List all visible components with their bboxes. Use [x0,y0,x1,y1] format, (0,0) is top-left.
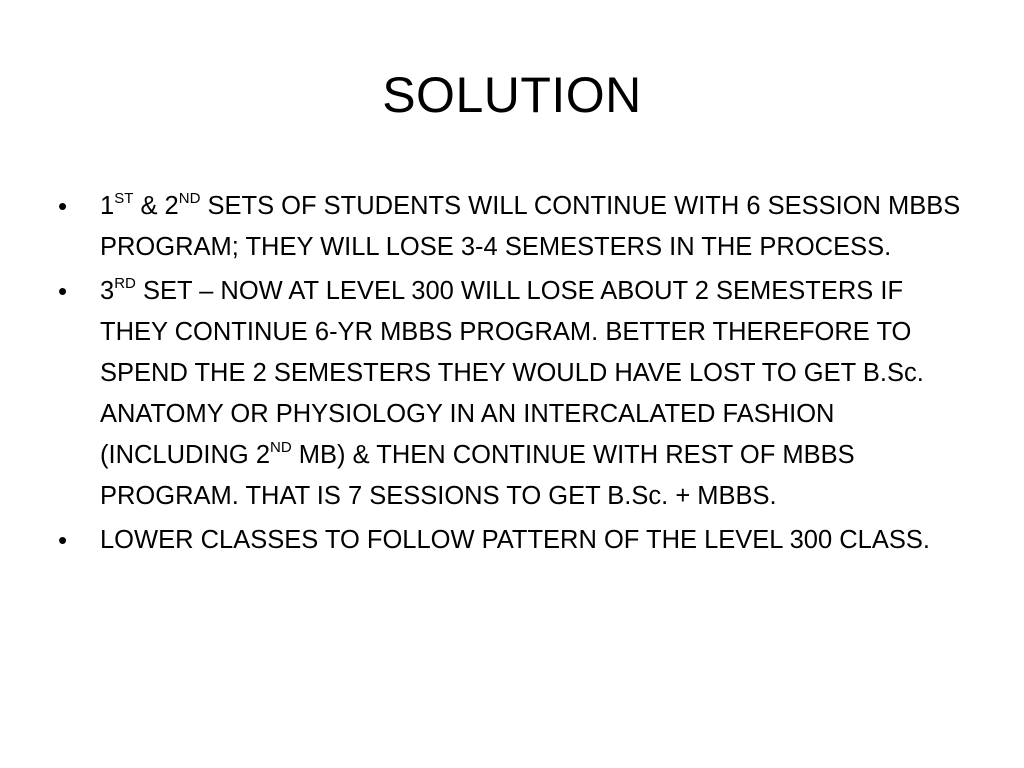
text-segment: LOWER CLASSES TO FOLLOW PATTERN OF THE LEVEL 300 CLASS. [100,526,930,554]
text-segment: 3 [100,277,115,305]
text-segment: MB) & THEN CONTINUE WITH REST OF MBBS PROGRAM. THAT IS 7 SESSIONS TO GET B.Sc. + MBBS. [100,441,855,510]
bullet-text [100,189,961,261]
superscript-text: ND [270,438,292,456]
bullet-text [100,274,924,510]
superscript-text: ST [114,189,134,207]
bullet-item [58,186,968,268]
bullet-dot-icon: • [58,525,68,555]
superscript-text: RD [114,274,136,292]
bullet-dot-icon: • [58,191,68,221]
bullet-item [58,271,968,517]
superscript-text: ND [178,189,201,207]
text-segment: 1 [100,192,115,220]
bullet-list [58,186,968,564]
text-segment: & 2 [133,192,179,220]
bullet-dot-icon: • [58,276,68,306]
slide-title: SOLUTION [382,67,642,123]
bullet-item [58,520,968,561]
text-segment: SET – NOW AT LEVEL 300 WILL LOSE ABOUT 2 SEMESTERS IF THEY CONTINUE 6-YR MBBS PROGRAM. BETTER THEREFORE TO SPEND THE 2 SEMESTERS THEY WOULD HAVE LOST TO GET B.Sc. ANATOMY OR PHYSIOLOGY IN AN INTERCALATED FASHION (INCLUDING 2 [100,277,924,469]
bullet-text [100,526,930,554]
text-segment: SETS OF STUDENTS WILL CONTINUE WITH 6 SESSION MBBS PROGRAM; THEY WILL LOSE 3-4 SEMESTERS IN THE PROCESS. [100,192,961,261]
